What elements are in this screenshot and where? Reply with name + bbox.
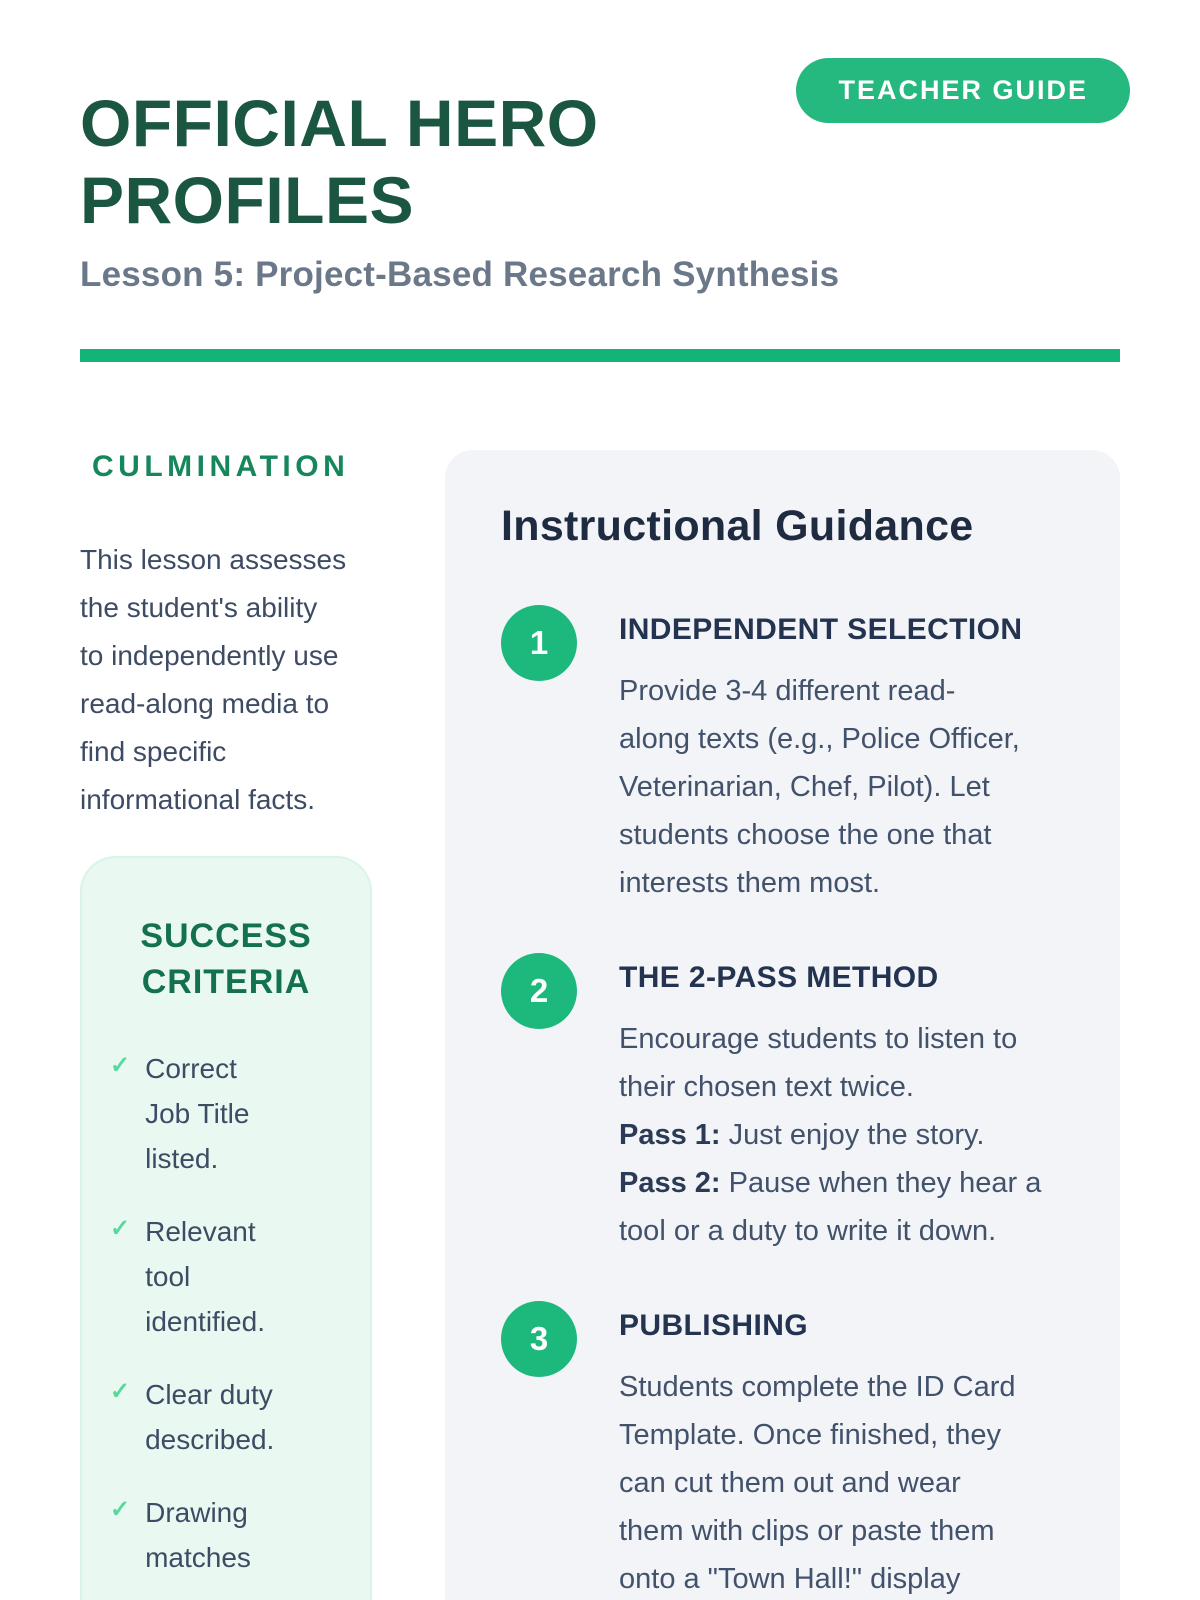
- step-body: Provide 3-4 different read- along texts (e.g., Police Officer, Veterinarian, Chef, Pilot). Let students choose the one that interests them most.: [619, 675, 1020, 900]
- check-icon: ✓: [110, 1052, 131, 1080]
- teacher-guide-badge: TEACHER GUIDE: [796, 58, 1130, 123]
- guidance-step: [501, 951, 1064, 1255]
- step-heading: THE 2-PASS METHOD: [619, 961, 939, 995]
- criteria-item: [110, 1046, 342, 1181]
- culmination-paragraph: This lesson assesses the student's ability to independently use read-along media to find specific informational facts.: [80, 544, 347, 816]
- left-column: [80, 450, 432, 1600]
- step-content: [619, 603, 1022, 907]
- step-body: Students complete the ID Card Template. Once finished, they can cut them out and wear them with clips or paste them onto a "Town Hall!" display: [619, 1371, 1016, 1596]
- step-heading: PUBLISHING: [619, 1309, 809, 1343]
- green-divider: [80, 349, 1120, 362]
- criteria-item: [110, 1372, 342, 1462]
- step-number-badge: 1: [501, 605, 577, 681]
- check-icon: ✓: [110, 1496, 131, 1524]
- step-number-badge: 2: [501, 953, 577, 1029]
- guidance-step: [501, 1299, 1064, 1600]
- criteria-item-text: Drawing matches: [145, 1497, 251, 1574]
- step-body: Encourage students to listen to their chosen text twice. Pass 1: Just enjoy the story. Pass 2: Pause when they hear a tool or a duty to write it down.: [619, 1023, 1042, 1248]
- step-content: [619, 951, 1041, 1255]
- guidance-title: Instructional Guidance: [501, 502, 974, 551]
- step-content: [619, 1299, 1016, 1600]
- criteria-list: [110, 1046, 342, 1580]
- header: [0, 0, 1200, 295]
- lesson-subtitle: Lesson 5: Project-Based Research Synthesis: [80, 255, 840, 295]
- section-heading-culmination: CULMINATION: [92, 450, 350, 484]
- check-icon: ✓: [110, 1215, 131, 1243]
- step-number-badge: 3: [501, 1301, 577, 1377]
- step-heading: INDEPENDENT SELECTION: [619, 613, 1023, 647]
- criteria-item: [110, 1209, 342, 1344]
- criteria-item-text: Correct Job Title listed.: [145, 1053, 250, 1175]
- success-criteria-card: [80, 856, 372, 1600]
- page-title: OFFICIAL HERO PROFILES: [80, 86, 599, 238]
- success-criteria-title: SUCCESS CRITERIA: [140, 917, 312, 1002]
- guidance-steps: [501, 603, 1064, 1600]
- main-content: [0, 450, 1200, 1600]
- guidance-step: [501, 603, 1064, 907]
- check-icon: ✓: [110, 1378, 131, 1406]
- criteria-item-text: Clear duty described.: [145, 1379, 275, 1456]
- criteria-item: [110, 1490, 342, 1580]
- instructional-guidance-card: [445, 450, 1120, 1600]
- criteria-item-text: Relevant tool identified.: [145, 1216, 265, 1338]
